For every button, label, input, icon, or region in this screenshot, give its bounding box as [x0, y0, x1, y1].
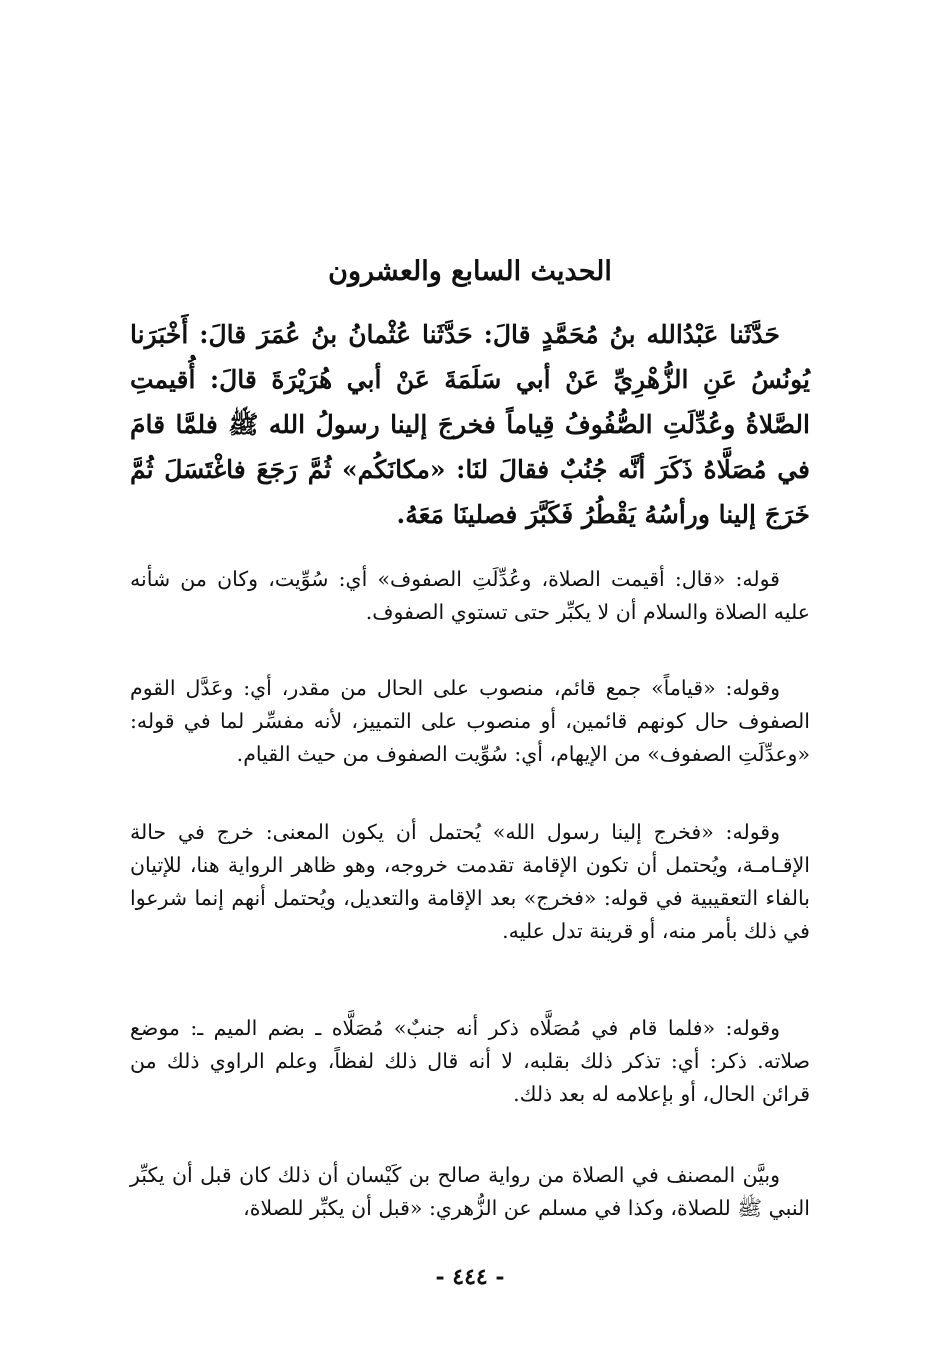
commentary-paragraph-2: [130, 672, 810, 771]
commentary-paragraph-5: [130, 1159, 810, 1225]
commentary-text: وبيَّن المصنف في الصلاة من رواية صالح بن كَيْسان أن ذلك كان قبل أن يكبِّر النبي ﷺ للصلاة، وكذا في مسلم عن الزُّهري: «قبل أن يكبِّر للصلاة،: [130, 1163, 810, 1220]
hadith-body: حَدَّثَنا عَبْدُالله بنُ مُحَمَّدٍ قالَ: حَدَّثَنا عُثْمانُ بنُ عُمَرَ قالَ: أَخْبَرَنا يُونُسُ عَنِ الزُّهْرِيِّ عَنْ أبي سَلَمَةَ عَنْ أبي هُرَيْرَةَ قالَ: أُقيمتِ الصَّلاةُ وعُدِّلَتِ الصُّفُوفُ قِياماً فخرجَ إلينا رسولُ الله ﷺ فلمَّا قامَ في مُصَلَّاهُ ذَكَرَ أنَّه جُنُبٌ فقالَ لنَا: «مكانَكُم» ثُمَّ رَجَعَ فاغْتَسَلَ ثُمَّ خَرَجَ إلينا ورأسُهُ يَقْطُرُ فَكَبَّرَ فصلينَا مَعَهُ.: [130, 320, 811, 529]
hadith-text: [130, 312, 810, 537]
commentary-paragraph-3: [130, 816, 810, 948]
commentary-text: قوله: «قال: أقيمت الصلاة، وعُدِّلَتِ الصفوف» أي: سُوِّيت، وكان من شأنه عليه الصلاة والسلام أن لا يكبِّر حتى تستوي الصفوف.: [130, 567, 810, 624]
commentary-paragraph-1: [130, 563, 810, 629]
page-number: - ٤٤٤ -: [435, 1264, 505, 1290]
hadith-title: الحديث السابع والعشرون: [328, 256, 612, 287]
commentary-text: وقوله: «فلما قام في مُصَلَّاه ذكر أنه جنبٌ» مُصَلَّاه ـ بضم الميم ـ: موضع صلاته. ذكر: أي: تذكر ذلك بقلبه، لا أنه قال ذلك لفظاً، وعلم الراوي ذلك من قرائن الحال، أو بإعلامه له بعد ذلك.: [130, 1016, 810, 1106]
commentary-text: وقوله: «فخرج إلينا رسول الله» يُحتمل أن يكون المعنى: خرج في حالة الإقـامـة، ويُحتمل أن تكون الإقامة تقدمت خروجه، وهو ظاهر الرواية هنا، للإتيان بالفاء التعقيبية في قوله: «فخرج» بعد الإقامة والتعديل، ويُحتمل أنهم إنما شرعوا في ذلك بأمر منه، أو قرينة تدل عليه.: [130, 820, 810, 943]
commentary-text: وقوله: «قياماً» جمع قائم، منصوب على الحال من مقدر، أي: وعَدَّل القوم الصفوف حال كونهم قائمين، أو منصوب على التمييز، لأنه مفسِّر لما في قوله: «وعدِّلَتِ الصفوف» من الإيهام، أي: سُوِّيت الصفوف من حيث القيام.: [130, 676, 810, 766]
commentary-paragraph-4: [130, 1012, 810, 1111]
